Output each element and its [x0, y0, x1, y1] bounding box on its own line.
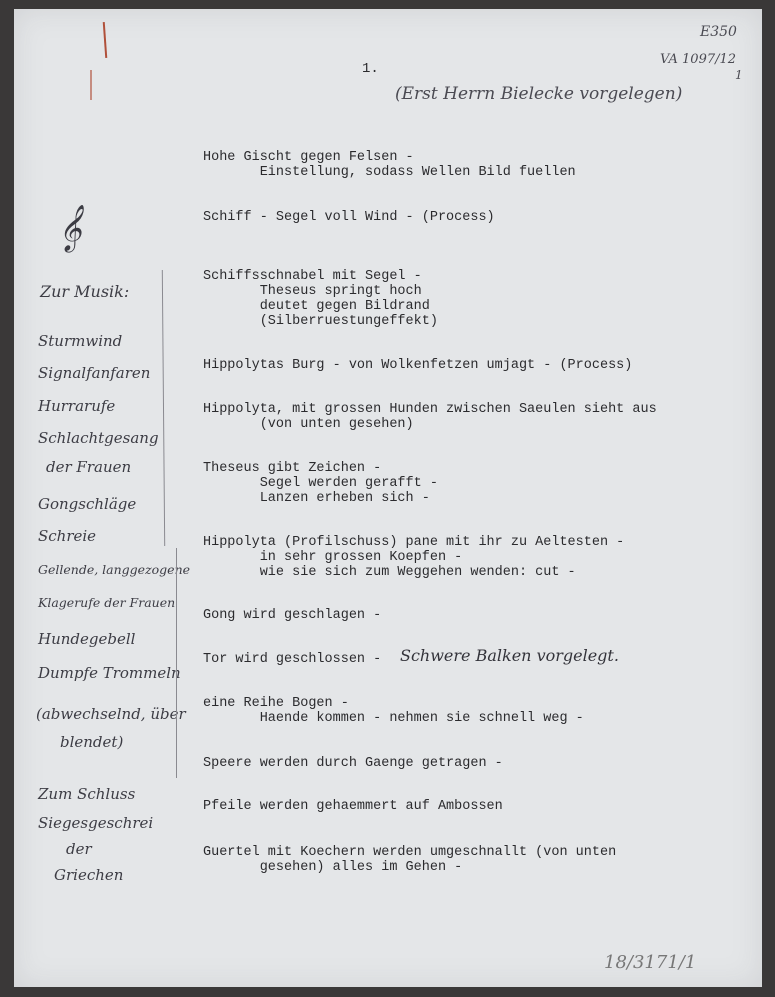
margin-note: Gongschläge	[38, 495, 137, 513]
page-number: 1.	[362, 61, 379, 77]
scene-line: Hohe Gischt gegen Felsen -	[203, 150, 414, 165]
scene-line: Theseus gibt Zeichen -	[203, 461, 382, 476]
scene-line: Tor wird geschlossen -	[203, 652, 390, 667]
scene-line: gesehen) alles im Gehen -	[203, 860, 463, 875]
margin-note: Dumpfe Trommeln	[38, 664, 181, 682]
scene-line: Hippolyta (Profilschuss) pane mit ihr zu Aeltesten -	[203, 535, 625, 550]
binding-mark	[90, 70, 92, 100]
margin-note: Gellende, langgezogene	[38, 562, 191, 577]
margin-note: der Frauen	[46, 458, 132, 476]
margin-note: Klagerufe der Frauen	[38, 595, 176, 610]
margin-note: Schlachtgesang	[38, 429, 159, 447]
scene-line: Einstellung, sodass Wellen Bild fuellen	[203, 165, 576, 180]
scene-line: (Silberruestungeffekt)	[203, 314, 438, 329]
clef-icon: 𝄞	[58, 205, 82, 251]
scene-line: in sehr grossen Koepfen -	[203, 550, 463, 565]
margin-note: Sturmwind	[38, 332, 123, 350]
archive-code: VA 1097/12	[660, 52, 737, 67]
scene-line: Segel werden gerafft -	[203, 476, 438, 491]
margin-closing-note: Griechen	[54, 866, 124, 884]
margin-note: blendet)	[60, 733, 124, 751]
scene-line: Pfeile werden gehaemmert auf Ambossen	[203, 799, 503, 814]
scene-line: Haende kommen - nehmen sie schnell weg -	[203, 711, 584, 726]
archive-code: 1	[735, 68, 743, 82]
margin-note: Schreie	[38, 527, 97, 545]
scene-line: Guertel mit Koechern werden umgeschnallt (von unten	[203, 845, 617, 860]
scene-line: Lanzen erheben sich -	[203, 491, 430, 506]
margin-note: (abwechselnd, über	[36, 705, 186, 723]
margin-note: Hurrarufe	[38, 397, 116, 415]
scene-line: Schiffsschnabel mit Segel -	[203, 269, 422, 284]
scene-line: deutet gegen Bildrand	[203, 299, 430, 314]
scene-line: Hippolytas Burg - von Wolkenfetzen umjagt - (Process)	[203, 358, 633, 373]
scene-line: eine Reihe Bogen -	[203, 696, 349, 711]
handwritten-addition: Schwere Balken vorgelegt.	[400, 646, 619, 665]
scene-line: (von unten gesehen)	[203, 417, 414, 432]
scene-line: Gong wird geschlagen -	[203, 608, 382, 623]
scene-line: Schiff - Segel voll Wind - (Process)	[203, 210, 495, 225]
margin-closing-note: der	[66, 840, 92, 858]
handwritten-annotation: (Erst Herrn Bielecke vorgelegen)	[395, 84, 683, 104]
margin-note: Signalfanfaren	[38, 364, 151, 382]
folio-number: 18/3171/1	[604, 952, 697, 973]
scene-line: wie sie sich zum Weggehen wenden: cut -	[203, 565, 576, 580]
margin-closing-note: Siegesgeschrei	[38, 814, 154, 832]
archive-code: E350	[700, 24, 737, 40]
margin-note: Hundegebell	[38, 630, 136, 648]
margin-bracket	[176, 548, 177, 778]
scene-line: Speere werden durch Gaenge getragen -	[203, 756, 503, 771]
margin-heading: Zur Musik:	[40, 282, 130, 301]
scene-line: Theseus springt hoch	[203, 284, 422, 299]
margin-closing-note: Zum Schluss	[38, 785, 136, 803]
scene-line: Hippolyta, mit grossen Hunden zwischen Saeulen sieht aus	[203, 402, 657, 417]
